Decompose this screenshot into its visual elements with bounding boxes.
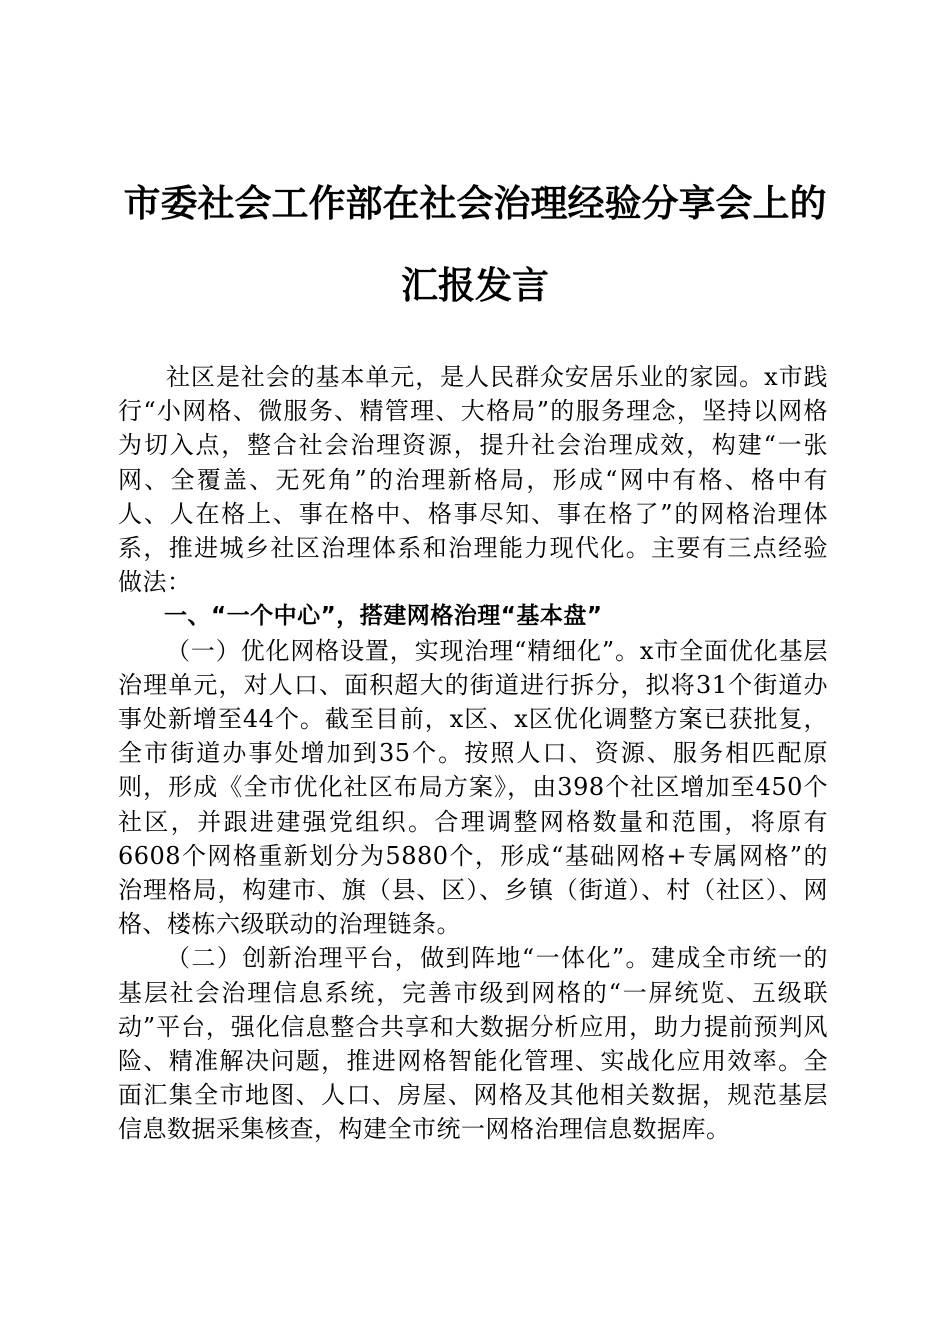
document-body <box>118 360 828 1147</box>
subsection-1-body: x市全面优化基层治理单元，对人口、面积超大的街道进行拆分，拟将31个街道办事处新增至44个。截至目前，x区、x区优化调整方案已获批复，全市街道办事处增加到35个。按照人口、资源、服务相匹配原则，形成《全市优化社区布局方案》，由398个社区增加至450个社区，并跟进建强党组织。合理调整网格数量和范围，将原有6608个网格重新划分为5880个，形成“基础网格+专属网格”的治理格局，构建市、旗（县、区）、乡镇（街道）、村（社区）、网格、楼栋六级联动的治理链条。 <box>118 636 828 939</box>
section-heading-1: 一、“一个中心”，搭建网格治理“基本盘” <box>164 603 603 630</box>
document-title: 市委社会工作部在社会治理经验分享会上的汇报发言 <box>123 181 827 307</box>
subsection-2-title: （二）创新治理平台，做到阵地“一体化”。 <box>166 944 651 973</box>
subsection-2-body: 建成全市统一的基层社会治理信息系统，完善市级到网格的“一屏统览、五级联动”平台，强化信息整合共享和大数据分析应用，助力提前预判风险、精准解决问题，推进网格智能化管理、实战化应用效率。全面汇集全市地图、人口、房屋、网格及其他相关数据，规范基层信息数据采集核查，构建全市统一网格治理信息数据库。 <box>118 944 828 1144</box>
subsection-1-paragraph <box>118 634 828 942</box>
subsection-1-title: （一）优化网格设置，实现治理“精细化”。 <box>166 636 640 665</box>
intro-paragraph: 社区是社会的基本单元，是人民群众安居乐业的家园。x市践行“小网格、微服务、精管理、大格局”的服务理念，坚持以网格为切入点，整合社会治理资源，提升社会治理成效，构建“一张网、全覆盖、无死角”的治理新格局，形成“网中有格、格中有人、人在格上、事在格中、格事尽知、事在格了”的网格治理体系，推进城乡社区治理体系和治理能力现代化。主要有三点经验做法： <box>118 363 828 597</box>
subsection-2-paragraph <box>118 941 828 1146</box>
